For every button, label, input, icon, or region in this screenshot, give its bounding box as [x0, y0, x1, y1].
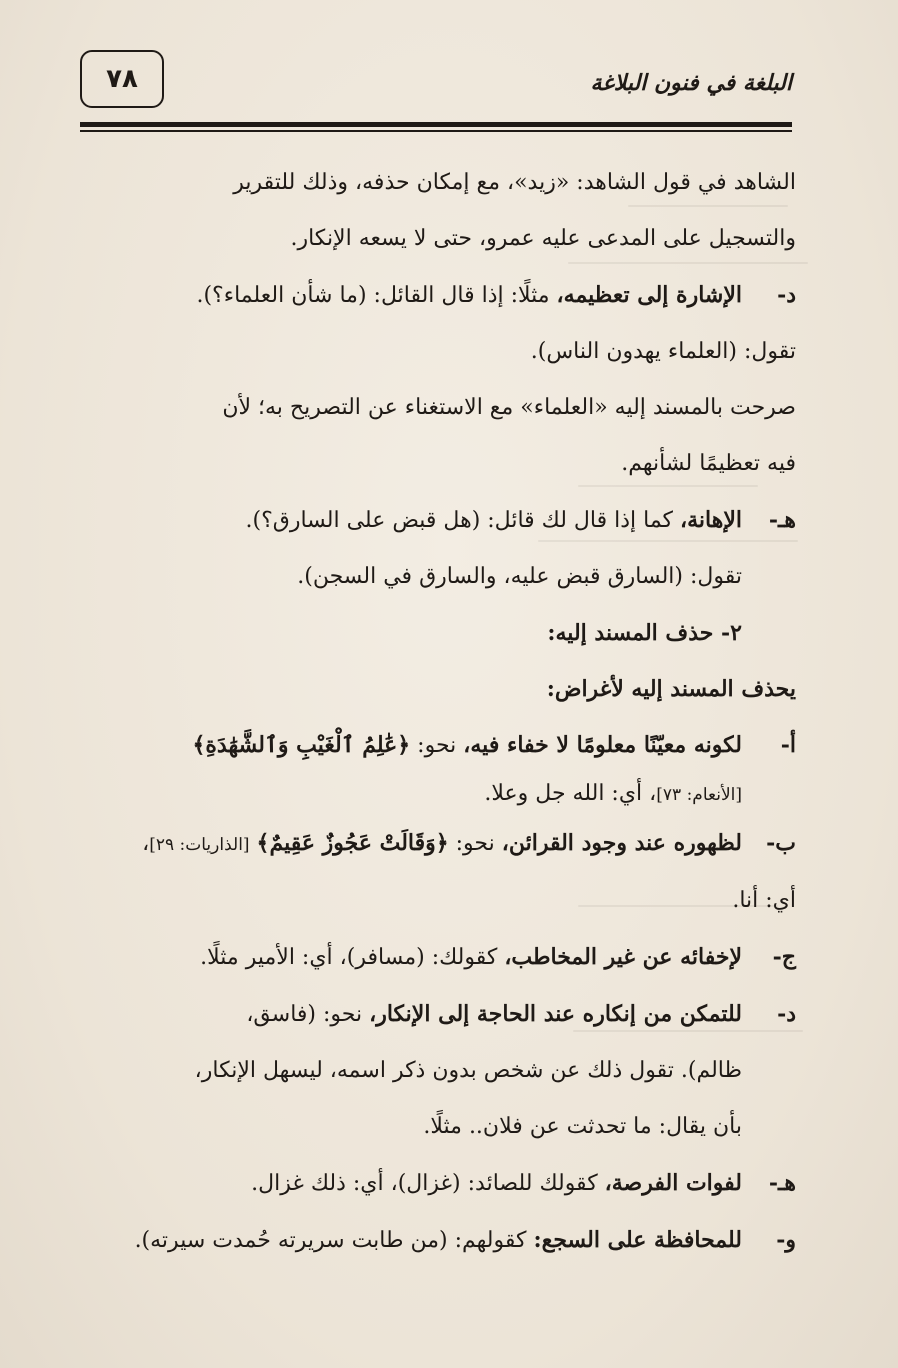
item-text: ، أي: الله جل وعلا. [484, 781, 657, 806]
list-item [84, 717, 796, 815]
explanation-paragraph [84, 380, 796, 492]
quran-verse: ﴿عَٰلِمُ ٱلْغَيْبِ وَٱلشَّهَٰدَةِ﴾ [192, 732, 411, 758]
text-line: فيه تعظيمًا لشأنهم. [621, 451, 796, 476]
list-marker: ب- [766, 830, 796, 856]
list-marker: أ- [780, 732, 796, 758]
header-rule-thin [80, 130, 792, 132]
example-line: تقول: (العلماء يهدون الناس). [530, 339, 796, 364]
item-title: لظهوره عند وجود القرائن، [501, 830, 742, 856]
running-title: البلغة في فنون البلاغة [590, 70, 792, 96]
item-text: كقولهم: (من طابت سريرته حُمدت سيرته). [134, 1228, 534, 1253]
text-line: بأن يقال: ما تحدثت عن فلان.. مثلًا. [423, 1114, 742, 1139]
verse-reference: [الذاريات: ٢٩] [149, 835, 250, 855]
item-title: الإهانة، [680, 507, 742, 533]
item-text: كقولك: (مسافر)، أي: الأمير مثلًا. [200, 945, 505, 970]
item-text: مثلًا: إذا قال القائل: (ما شأن العلماء؟). [196, 283, 557, 308]
intro-paragraph [84, 155, 796, 267]
verse-reference: [الأنعام: ٧٣] [656, 785, 742, 805]
item-text: كما إذا قال لك قائل: (هل قبض على السارق؟). [245, 508, 681, 533]
item-text: نحو: [448, 831, 502, 856]
list-marker: هـ- [768, 1170, 796, 1196]
item-text: نحو: [410, 733, 464, 758]
header-rule-thick [80, 122, 792, 127]
text-line: صرحت بالمسند إليه «العلماء» مع الاستغناء عن التصريح به؛ لأن [222, 395, 796, 420]
item-title: لإخفائه عن غير المخاطب، [504, 944, 742, 970]
list-item [84, 986, 796, 1155]
list-item [84, 815, 796, 873]
item-title: لفوات الفرصة، [604, 1170, 742, 1196]
item-text: كقولك للصائد: (غزال)، أي: ذلك غزال. [251, 1171, 605, 1196]
list-item [84, 1212, 796, 1269]
item-title: لكونه معيّنًا معلومًا لا خفاء فيه، [463, 732, 742, 758]
list-marker: ج- [772, 944, 796, 970]
continuation-line: أي: أنا. [732, 888, 796, 913]
page-header [80, 50, 792, 118]
list-marker: هـ- [768, 507, 796, 533]
quran-verse: ﴿وَقَالَتْ عَجُوزٌ عَقِيمٌ﴾ [256, 830, 449, 856]
item-title: الإشارة إلى تعظيمه، [556, 282, 742, 308]
example-line: تقول: (السارق قبض عليه، والسارق في السجن). [297, 564, 742, 589]
text-line: ظالم). تقول ذلك عن شخص بدون ذكر اسمه، ليسهل الإنكار، [194, 1058, 742, 1083]
section-heading: ٢- حذف المسند إليه: [547, 620, 742, 646]
list-item [84, 1155, 796, 1212]
item-text: ، [142, 831, 150, 856]
item-title: للتمكن من إنكاره عند الحاجة إلى الإنكار، [369, 1001, 742, 1027]
text-line: والتسجيل على المدعى عليه عمرو، حتى لا يسعه الإنكار. [290, 226, 796, 251]
page-body [84, 155, 796, 1269]
list-item [84, 267, 796, 324]
list-marker: و- [776, 1227, 796, 1253]
list-marker: د- [777, 282, 796, 308]
section-intro: يحذف المسند إليه لأغراض: [546, 676, 796, 702]
item-text: نحو: (فاسق، [246, 1002, 370, 1027]
text-line: الشاهد في قول الشاهد: «زيد»، مع إمكان حذفه، وذلك للتقرير [233, 170, 796, 195]
item-title: للمحافظة على السجع: [533, 1227, 742, 1253]
list-item [84, 929, 796, 986]
list-marker: د- [777, 1001, 796, 1027]
list-item [84, 492, 796, 549]
page-number: ٧٨ [80, 50, 164, 108]
